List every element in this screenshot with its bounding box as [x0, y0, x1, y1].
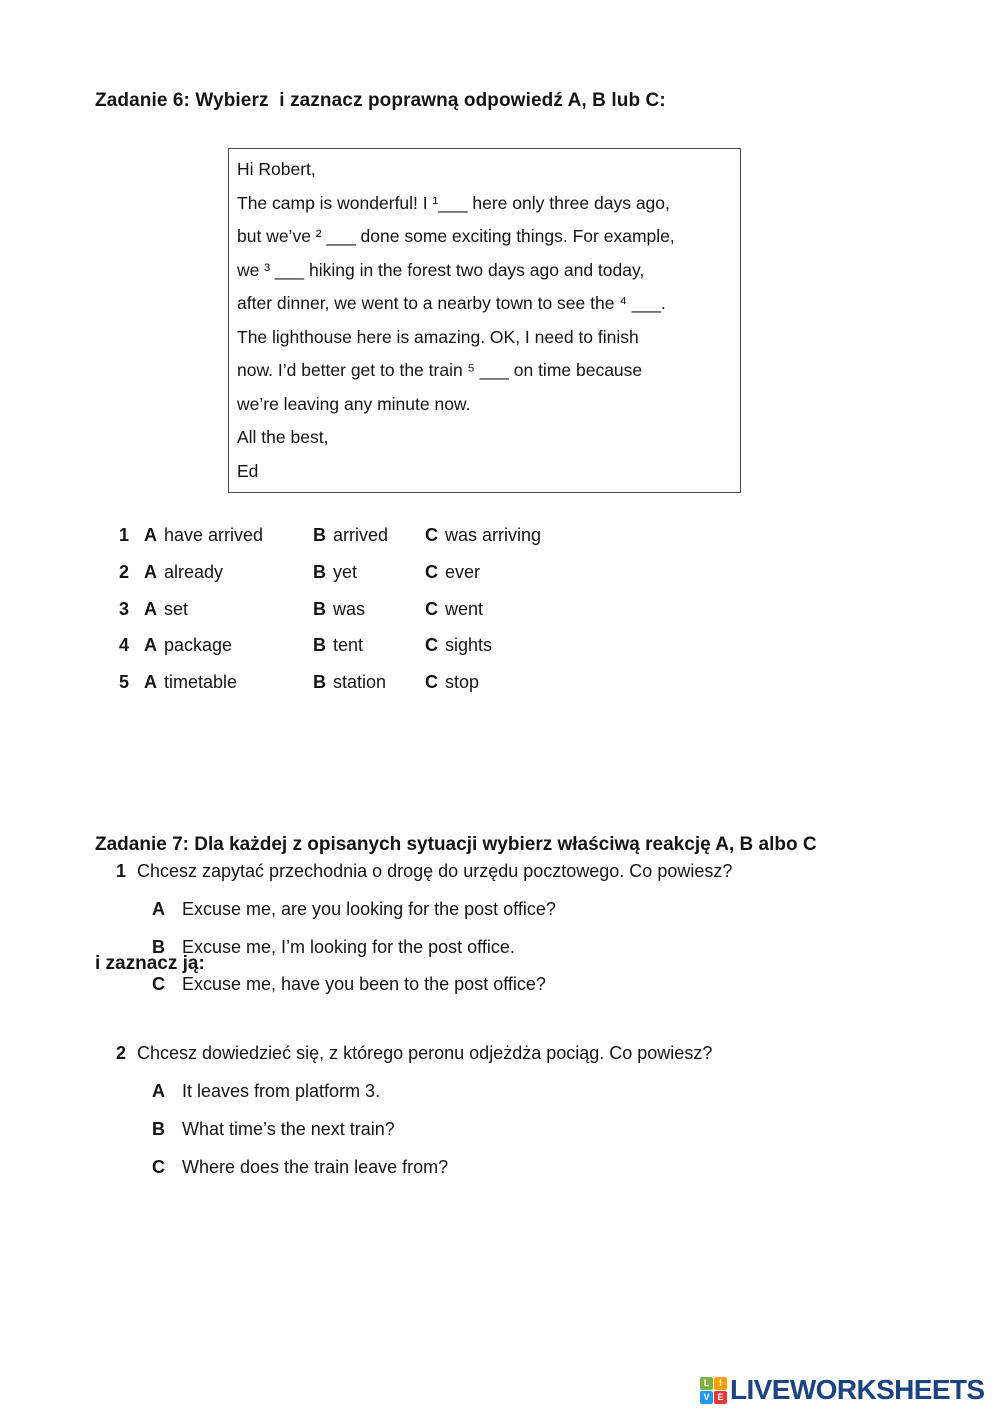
- option-letter: C: [425, 525, 438, 545]
- letter-line: we ³ ___ hiking in the forest two days ago and today,: [237, 259, 645, 280]
- question-text: Chcesz zapytać przechodnia o drogę do urzędu pocztowego. Co powiesz?: [137, 861, 733, 881]
- option-text: was arriving: [445, 525, 542, 545]
- task6-option-3-c[interactable]: [425, 599, 483, 620]
- task6-option-4-c[interactable]: [425, 635, 492, 656]
- letter-line: Ed: [237, 460, 259, 481]
- option-letter: A: [144, 635, 157, 655]
- option-text: timetable: [164, 672, 238, 692]
- letter-line: The camp is wonderful! I ¹___ here only three days ago,: [237, 192, 670, 213]
- option-text: tent: [333, 635, 364, 655]
- task7-q1-option-a[interactable]: [152, 899, 556, 920]
- task6-option-1-a[interactable]: [144, 525, 263, 546]
- option-text: Excuse me, have you been to the post office?: [182, 974, 546, 994]
- task7-q2-option-b[interactable]: [152, 1119, 395, 1140]
- task6-option-3-a[interactable]: [144, 599, 188, 620]
- task6-option-5-b[interactable]: [313, 672, 386, 693]
- option-text: package: [164, 635, 233, 655]
- option-letter: B: [313, 635, 326, 655]
- letter-line: Hi Robert,: [237, 159, 316, 179]
- option-text: arrived: [333, 525, 389, 545]
- letter-line: but we’ve ² ___ done some exciting things. For example,: [237, 226, 675, 246]
- option-number: 2: [119, 562, 130, 582]
- option-letter: C: [425, 599, 438, 619]
- option-text: It leaves from platform 3.: [182, 1081, 381, 1101]
- letter-text-box: [228, 148, 741, 493]
- task6-title: Zadanie 6: Wybierz i zaznacz poprawną odpowiedź A, B lub C:: [95, 90, 666, 111]
- option-letter: B: [313, 562, 326, 582]
- task6-option-5-c[interactable]: [425, 672, 479, 693]
- option-letter: B: [152, 1119, 165, 1139]
- letter-line: we’re leaving any minute now.: [237, 393, 471, 414]
- task6-option-1-c[interactable]: [425, 525, 541, 546]
- task6-option-row-1: [119, 525, 759, 551]
- task6-option-2-b[interactable]: [313, 562, 357, 583]
- question-number: 1: [116, 861, 127, 881]
- task7-title-line2: i zaznacz ją:: [95, 952, 205, 974]
- option-text: stop: [445, 672, 480, 692]
- task7-q1-option-c[interactable]: [152, 974, 546, 995]
- option-text: was: [333, 599, 366, 619]
- task6-option-2-c[interactable]: [425, 562, 480, 583]
- option-text: station: [333, 672, 387, 692]
- question-number: 2: [116, 1043, 127, 1063]
- task6-option-2-a[interactable]: [144, 562, 223, 583]
- letter-line: The lighthouse here is amazing. OK, I need to finish: [237, 326, 639, 347]
- task6-option-row-2: [119, 562, 759, 588]
- option-letter: A: [152, 1081, 165, 1101]
- logo-tile-l: L: [700, 1377, 713, 1390]
- logo-tile-i: I: [714, 1377, 727, 1390]
- task7-q2-option-c[interactable]: [152, 1157, 448, 1178]
- option-text: Excuse me, I’m looking for the post office.: [182, 937, 515, 957]
- option-letter: B: [313, 672, 326, 692]
- letter-line: after dinner, we went to a nearby town to see the ⁴ ___.: [237, 293, 666, 313]
- option-number: 5: [119, 672, 130, 692]
- option-number: 3: [119, 599, 130, 619]
- option-number: 1: [119, 525, 130, 545]
- option-text: set: [164, 599, 189, 619]
- task7-title-line1: Zadanie 7: Dla każdej z opisanych sytuacji wybierz właściwą reakcję A, B albo C: [95, 834, 817, 855]
- option-number: 4: [119, 635, 130, 655]
- logo-tile-e: E: [714, 1391, 727, 1404]
- logo-text: LIVEWORKSHEETS: [730, 1374, 985, 1405]
- option-letter: B: [152, 937, 165, 957]
- option-text: Excuse me, are you looking for the post office?: [182, 899, 556, 919]
- option-text: already: [164, 562, 224, 582]
- option-text: ever: [445, 562, 481, 582]
- task7-q2-option-a[interactable]: [152, 1081, 380, 1102]
- task6-option-3-b[interactable]: [313, 599, 365, 620]
- letter-line: now. I’d better get to the train ⁵ ___ on time because: [237, 360, 643, 380]
- option-letter: C: [425, 562, 438, 582]
- task7-question-2: [116, 1043, 916, 1203]
- question-text: Chcesz dowiedzieć się, z którego peronu odjeżdża pociąg. Co powiesz?: [137, 1043, 713, 1063]
- option-letter: C: [152, 974, 165, 994]
- task6-option-4-a[interactable]: [144, 635, 232, 656]
- option-letter: B: [313, 599, 326, 619]
- task6-option-1-b[interactable]: [313, 525, 388, 546]
- liveworksheets-logo-icon: [700, 1377, 727, 1404]
- option-letter: A: [144, 525, 157, 545]
- option-letter: B: [313, 525, 326, 545]
- letter-line: All the best,: [237, 427, 329, 447]
- option-letter: C: [152, 1157, 165, 1177]
- option-letter: A: [144, 672, 157, 692]
- logo-tile-v: V: [700, 1391, 713, 1404]
- option-text: went: [445, 599, 484, 619]
- task6-options: [119, 525, 759, 715]
- option-text: sights: [445, 635, 493, 655]
- option-text: What time’s the next train?: [182, 1119, 395, 1139]
- option-letter: A: [152, 899, 165, 919]
- option-text: have arrived: [164, 525, 264, 545]
- option-text: yet: [333, 562, 358, 582]
- task7-q1-option-b[interactable]: [152, 937, 515, 958]
- option-text: Where does the train leave from?: [182, 1157, 449, 1177]
- task6-option-row-3: [119, 599, 759, 625]
- task6-option-4-b[interactable]: [313, 635, 363, 656]
- task6-option-row-4: [119, 635, 759, 661]
- task6-option-row-5: [119, 672, 759, 698]
- task7-question-1: [116, 861, 916, 1021]
- task6-option-5-a[interactable]: [144, 672, 237, 693]
- option-letter: A: [144, 599, 157, 619]
- option-letter: A: [144, 562, 157, 582]
- option-letter: C: [425, 635, 438, 655]
- option-letter: C: [425, 672, 438, 692]
